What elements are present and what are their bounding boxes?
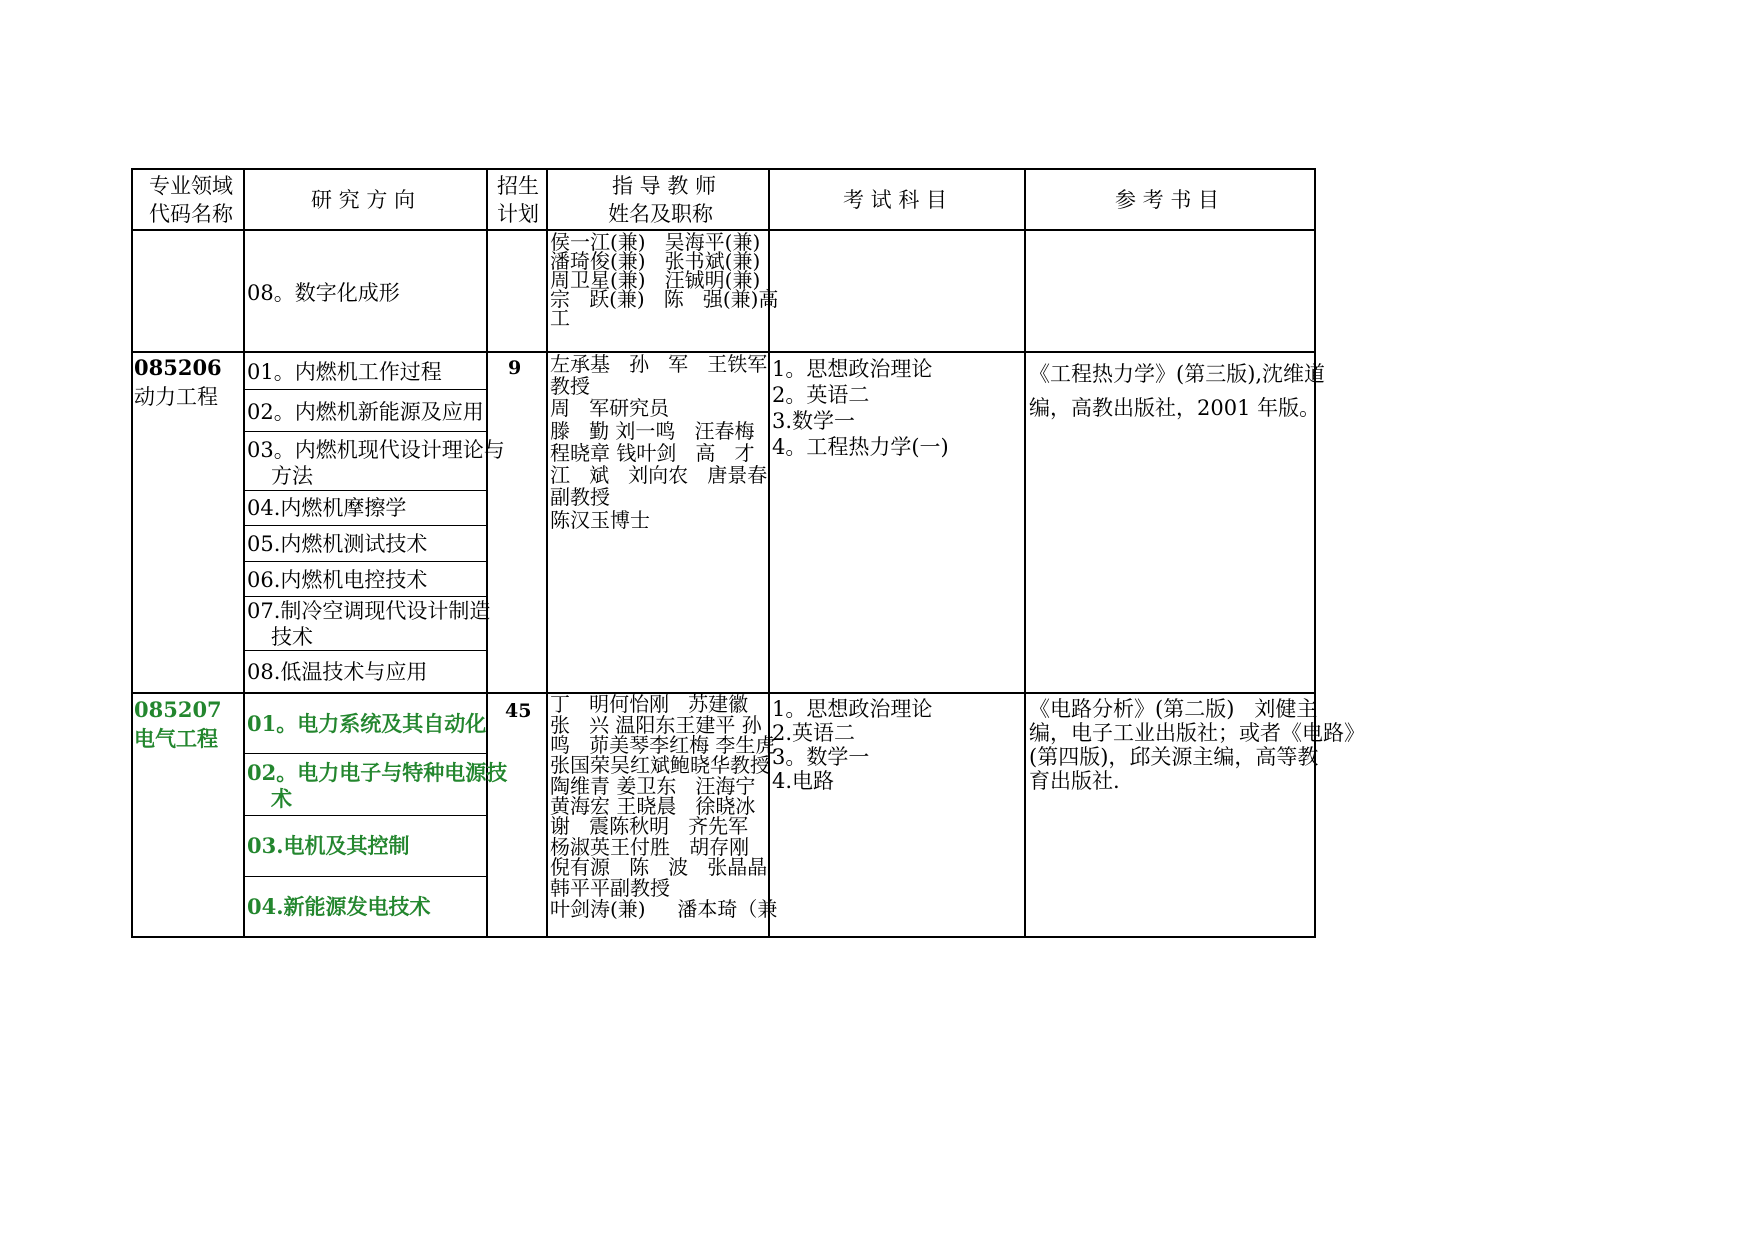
reference-book: 《工程热力学》(第三版),沈维道: [1029, 362, 1326, 386]
col-border-4: [768, 168, 770, 938]
teacher-line: 叶剑涛(兼) 潘本琦（兼: [550, 897, 778, 921]
col-border-6: [1314, 168, 1316, 938]
col-border-2: [486, 168, 488, 938]
header-direction: 研 究 方 向: [311, 188, 416, 212]
teacher-line: 副教授: [550, 485, 610, 509]
reference-book: 《电路分析》(第二版) 刘健主: [1029, 697, 1318, 721]
header-plan-line2: 计划: [497, 202, 539, 226]
exam-subject: 1。思想政治理论: [772, 697, 933, 721]
table-bottom-border: [131, 936, 1316, 938]
direction-divider: [243, 561, 488, 562]
direction-divider: [243, 650, 488, 651]
header-field-code-line1: 专业领域: [149, 174, 233, 198]
direction-item-cont: 方法: [271, 464, 313, 488]
header-field-code-line2: 代码名称: [149, 202, 233, 226]
direction-item: 01。电力系统及其自动化: [247, 711, 487, 736]
col-border-0: [131, 168, 133, 938]
field-name: 电气工程: [134, 726, 218, 751]
direction-divider: [243, 389, 488, 390]
teacher-line: 江 斌 刘向农 唐景春: [550, 463, 768, 487]
col-border-3: [546, 168, 548, 938]
header-teacher-line2: 姓名及职称: [608, 202, 713, 226]
header-book: 参 考 书 目: [1115, 188, 1220, 212]
exam-subject: 3.数学一: [772, 409, 856, 433]
direction-item: 08.低温技术与应用: [247, 660, 428, 684]
header-exam: 考 试 科 目: [843, 188, 948, 212]
direction-item-cont: 技术: [271, 625, 313, 649]
teacher-line: 教授: [550, 374, 590, 398]
direction-item: 04.内燃机摩擦学: [247, 496, 407, 520]
direction-item: 02。内燃机新能源及应用: [247, 400, 484, 424]
reference-book: 育出版社.: [1029, 769, 1120, 793]
reference-book: (第四版)，邱关源主编，高等教: [1029, 745, 1319, 769]
enrollment-plan: 9: [508, 357, 522, 379]
direction-item: 07.制冷空调现代设计制造: [247, 599, 491, 623]
teacher-line: 滕 勤 刘一鸣 汪春梅: [550, 419, 755, 443]
field-name: 动力工程: [134, 385, 218, 409]
teacher-line: 倪有源 陈 波 张晶晶: [550, 855, 768, 879]
teacher-line: 宗 跃(兼) 陈 强(兼)高: [550, 287, 779, 311]
teacher-line: 左承基 孙 军 王铁军: [550, 352, 768, 376]
direction-divider: [243, 815, 488, 816]
table-top-border: [131, 168, 1316, 170]
teacher-line: 鸣 茆美琴李红梅 李生虎: [550, 733, 776, 757]
col-border-5: [1024, 168, 1026, 938]
teacher-line: 工: [550, 306, 570, 330]
reference-book: 编，高教出版社，2001 年版。: [1029, 396, 1321, 420]
enrollment-plan: 45: [505, 700, 532, 722]
teacher-line: 潘琦俊(兼) 张书斌(兼): [550, 249, 761, 273]
direction-item: 08。数字化成形: [247, 281, 400, 305]
teacher-line: 陶维青 姜卫东 汪海宁: [550, 774, 756, 798]
direction-item: 03.电机及其控制: [247, 833, 410, 858]
direction-item: 04.新能源发电技术: [247, 894, 431, 919]
direction-divider: [243, 753, 488, 754]
direction-item: 06.内燃机电控技术: [247, 568, 428, 592]
reference-book: 编，电子工业出版社；或者《电路》: [1029, 721, 1365, 745]
teacher-line: 韩平平副教授: [550, 876, 670, 900]
teacher-line: 侯一江(兼) 吴海平(兼): [550, 230, 761, 254]
direction-divider: [243, 876, 488, 877]
teacher-line: 张 兴 温阳东王建平 孙: [550, 713, 762, 737]
teacher-line: 杨淑英王付胜 胡存刚: [550, 835, 750, 859]
exam-subject: 2.英语二: [772, 721, 856, 745]
exam-subject: 3。数学一: [772, 745, 870, 769]
teacher-line: 谢 震陈秋明 齐先军: [550, 814, 749, 838]
direction-divider: [243, 490, 488, 491]
direction-divider: [243, 596, 488, 597]
teacher-line: 周卫星(兼) 汪铖明(兼): [550, 268, 761, 292]
teacher-line: 周 军研究员: [550, 396, 670, 420]
teacher-line: 丁 明何怡刚 苏建徽: [550, 692, 749, 716]
exam-subject: 4.电路: [772, 769, 835, 793]
col-border-1: [243, 168, 245, 938]
header-plan-line1: 招生: [497, 174, 539, 198]
exam-subject: 1。思想政治理论: [772, 357, 933, 381]
direction-item: 05.内燃机测试技术: [247, 532, 428, 556]
direction-divider: [243, 525, 488, 526]
direction-item: 01。内燃机工作过程: [247, 360, 442, 384]
direction-divider: [243, 431, 488, 432]
teacher-line: 陈汉玉博士: [550, 508, 650, 532]
direction-item: 03。内燃机现代设计理论与: [247, 438, 505, 462]
header-teacher-line1: 指 导 教 师: [612, 174, 717, 198]
teacher-line: 程晓章 钱叶剑 高 才: [550, 441, 755, 465]
teacher-line: 黄海宏 王晓晨 徐晓冰: [550, 794, 756, 818]
teacher-line: 张国荣吴红斌鲍晓华教授: [550, 753, 770, 777]
exam-subject: 4。工程热力学(一): [772, 435, 949, 459]
direction-item: 02。电力电子与特种电源技: [247, 760, 508, 785]
field-code: 085206: [134, 355, 222, 380]
exam-subject: 2。英语二: [772, 383, 870, 407]
field-code: 085207: [134, 697, 222, 722]
direction-item-cont: 术: [271, 786, 292, 811]
